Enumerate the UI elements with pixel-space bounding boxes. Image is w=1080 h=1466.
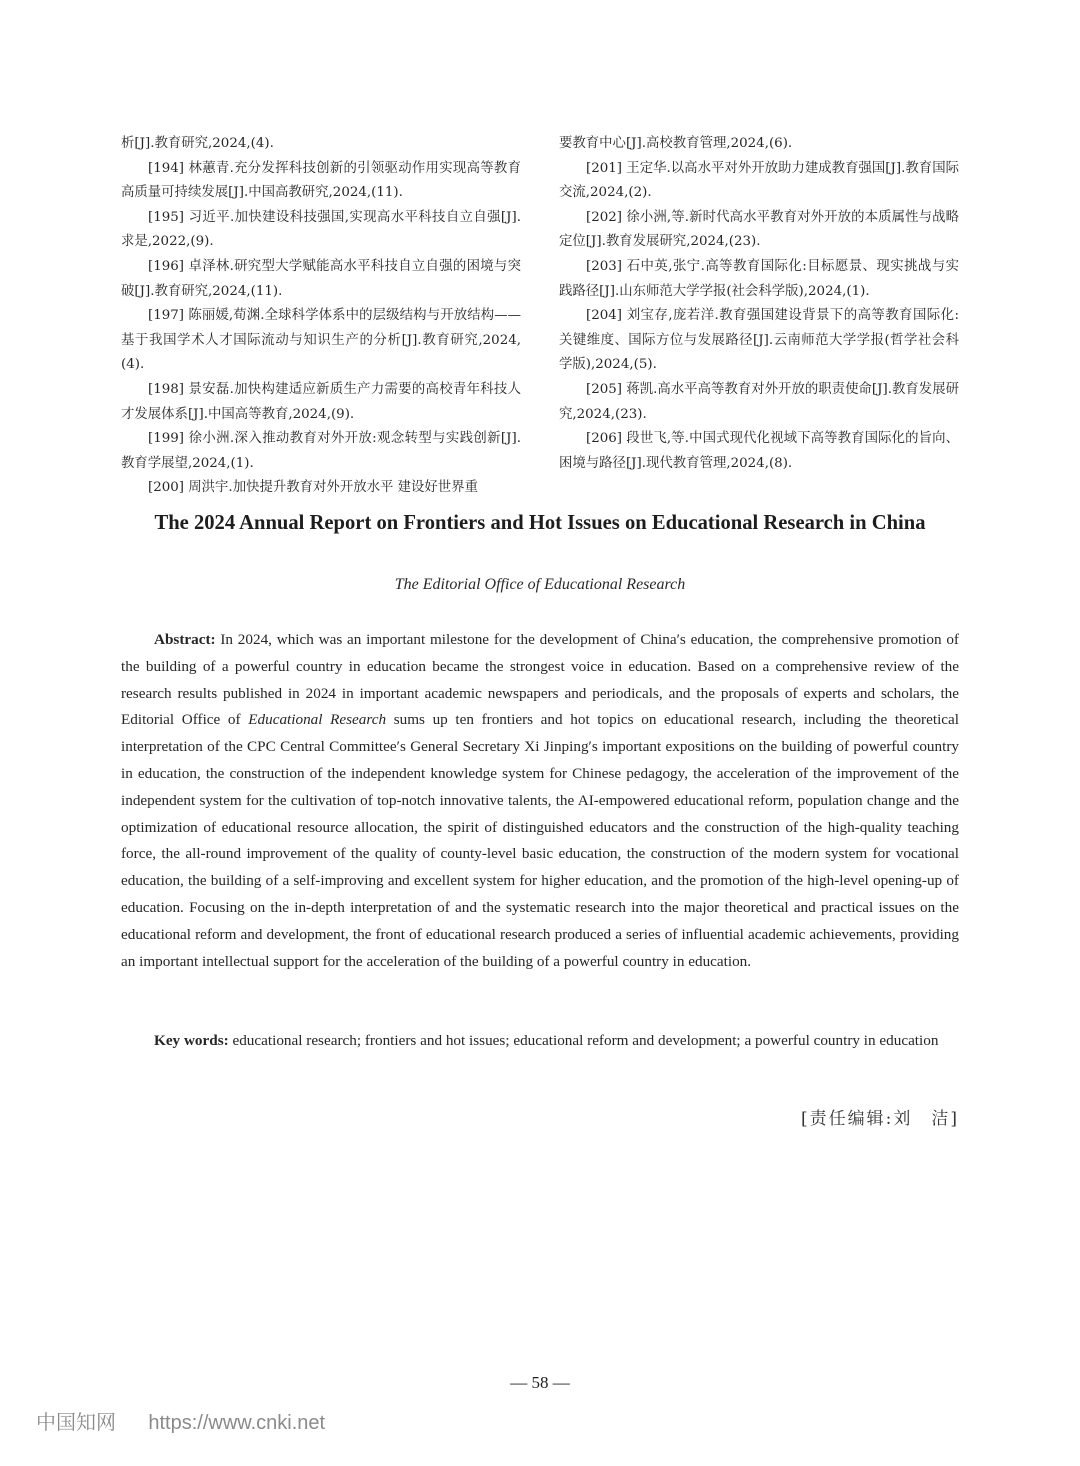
abstract-label: Abstract: [154,631,216,648]
cnki-watermark [36,1406,325,1435]
reference-item: [205] 蒋凯.高水平高等教育对外开放的职责使命[J].教育发展研究,2024,(23). [559,381,959,422]
reference-column-right [559,132,959,501]
reference-item: [197] 陈丽媛,荀渊.全球科学体系中的层级结构与开放结构——基于我国学术人才国际流动与知识生产的分析[J].教育研究,2024,(4). [121,308,521,373]
journal-name: Educational Research [248,711,387,729]
reference-list [121,132,959,501]
keywords-label: Key words: [154,1032,229,1049]
reference-item: 要教育中心[J].高校教育管理,2024,(6). [559,136,793,151]
abstract-text: sums up ten frontiers and hot topics on educational research, including the theoretical interpretation of the CPC Central Committee′s General Secretary Xi Jinping′s important expositions on the building of powerful country in education, the construction of the independent knowledge system for Chinese pedagogy, the acceleration of the improvement of the independent system for the cultivation of top-notch innovative talents, the AI-empowered educational reform, population change and the optimization of educational resource allocation, the spirit of distinguished educators and the construction of the high-quality teaching force, the all-round improvement of the quality of county-level basic education, the construction of the modern system for vocational education, the building of a self-improving and excellent system for higher education, and the promotion of the high-level opening-up of education. Focusing on the in-depth interpretation of and the systematic research into the major theoretical and practical issues on the educational reform and development, the front of educational research produced a series of influential academic achievements, providing an important intellectual support for the acceleration of the building of a powerful country in education. [121,711,959,970]
editor-note: [责任编辑:刘 洁] [801,1109,959,1129]
reference-item: [200] 周洪宇.加快提升教育对外开放水平 建设好世界重 [148,480,478,496]
reference-item: [206] 段世飞,等.中国式现代化视域下高等教育国际化的旨向、困境与路径[J].现代教育管理,2024,(8). [559,431,959,471]
keywords-paragraph [121,1028,959,1055]
reference-item: [202] 徐小洲,等.新时代高水平教育对外开放的本质属性与战略定位[J].教育发展研究,2024,(23). [559,209,959,250]
reference-item: [203] 石中英,张宁.高等教育国际化:目标愿景、现实挑战与实践路径[J].山东师范大学学报(社会科学版),2024,(1). [559,258,959,299]
reference-item: [195] 习近平.加快建设科技强国,实现高水平科技自立自强[J].求是,2022,(9). [121,209,521,250]
reference-item: 析[J].教育研究,2024,(4). [121,136,274,151]
reference-item: [204] 刘宝存,庞若洋.教育强国建设背景下的高等教育国际化:关键维度、国际方位与发展路径[J].云南师范大学学报(哲学社会科学版),2024,(5). [559,308,959,373]
article-title: The 2024 Annual Report on Frontiers and Hot Issues on Educational Research in China [154,512,926,534]
abstract-paragraph [121,627,959,975]
reference-item: [198] 景安磊.加快构建适应新质生产力需要的高校青年科技人才发展体系[J].中国高等教育,2024,(9). [121,381,521,422]
keywords-text: educational research; frontiers and hot issues; educational reform and development; a powerful country in education [228,1032,939,1049]
reference-item: [196] 卓泽林.研究型大学赋能高水平科技自立自强的困境与突破[J].教育研究,2024,(11). [121,258,521,299]
reference-item: [201] 王定华.以高水平对外开放助力建成教育强国[J].教育国际交流,2024,(2). [559,160,959,201]
watermark-name: 中国知网 [36,1410,116,1434]
reference-item: [199] 徐小洲.深入推动教育对外开放:观念转型与实践创新[J].教育学展望,2024,(1). [121,431,521,471]
reference-column-left [121,132,521,501]
abstract-text: In 2024, which was an important milestone for the development of China′s education, the comprehensive promotion of the building of a powerful country in education became the strongest voice in education. Based on a comprehensive review of the research results published in 2024 in important academic newspapers and periodicals, and the proposals of experts and scholars, the Editorial Office of [121,631,959,729]
page-number: — 58 — [510,1373,570,1392]
article-authors: The Editorial Office of Educational Research [394,576,686,593]
reference-item: [194] 林蕙青.充分发挥科技创新的引领驱动作用实现高等教育高质量可持续发展[J].中国高教研究,2024,(11). [121,160,521,201]
watermark-url: https://www.cnki.net [148,1412,326,1434]
